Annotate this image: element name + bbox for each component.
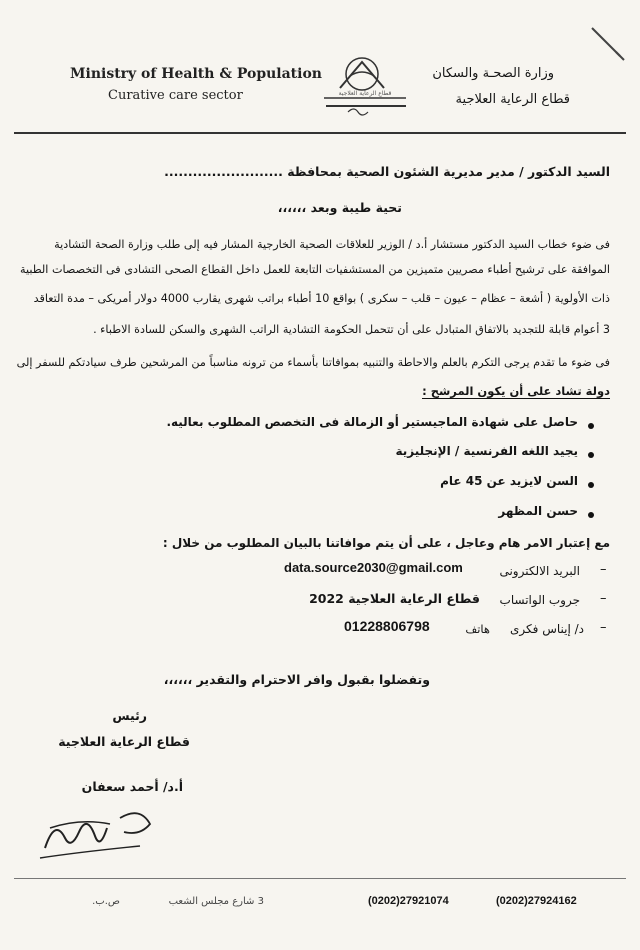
corner-pen-stroke	[588, 22, 628, 62]
addressee-line: السيد الدكتور / مدير مديرية الشئون الصحية بمحافظة .........................	[164, 164, 610, 179]
ministry-logo	[310, 48, 420, 120]
bullet-4	[588, 512, 594, 518]
footer-phone-1: (0202)27924162	[496, 895, 577, 907]
footer-address: 3 شارع مجلس الشعب	[168, 896, 264, 907]
footer-phone-2: (0202)27921074	[368, 895, 449, 907]
header-ministry-en: Ministry of Health & Population	[70, 66, 322, 82]
phone-number: 01228806798	[344, 618, 430, 634]
dash: –	[600, 591, 607, 606]
para1-line-3: ذات الأولوية ( أشعة – عظام – عيون – قلب – سكرى ) بواقع 10 أطباء براتب شهرى يقارب 4000 دولار أمريكى – مدة التعاقد	[33, 292, 610, 305]
requirement-item: يجيد اللغه الفرنسية / الإنجليزية	[395, 444, 578, 458]
greeting: تحية طيبة وبعد ،،،،،،	[277, 200, 402, 215]
email-address: data.source2030@gmail.com	[284, 560, 463, 575]
footer-pobox: ص.ب.	[92, 896, 120, 907]
para2-line-2: دولة تشاد على أن يكون المرشح :	[422, 384, 610, 398]
para1-line-2: الموافقة على ترشيح أطباء مصريين متميزين من المستشفيات التابعة للعمل داخل القطاع الصحى التشادى فى التخصصات الطبية	[19, 263, 610, 276]
email-label: البريد الالكترونى	[499, 564, 580, 578]
whatsapp-value: قطاع الرعاية العلاجية 2022	[309, 591, 480, 606]
header-ministry-ar: وزارة الصحـة والسكان	[432, 66, 554, 81]
para2-line-1: فى ضوء ما تقدم يرجى التكرم بالعلم والاحاطة والتنبيه بموافاتنا بأسماء من ترونه مناسباً من المرشحين طرف سيادتكم للسفر إلى	[16, 356, 610, 369]
header-rule	[14, 132, 626, 134]
svg-text:قطاع الرعاية العلاجية: قطاع الرعاية العلاجية	[338, 90, 392, 97]
footer-rule	[14, 878, 626, 879]
phone-label: هاتف	[465, 622, 490, 636]
whatsapp-label: جروب الواتساب	[499, 593, 580, 607]
signature-title: رئيس	[112, 708, 147, 723]
requirement-item: السن لايزيد عن 45 عام	[440, 474, 578, 488]
bullet-2	[588, 452, 594, 458]
contact-person: د/ إيناس فكرى	[510, 622, 584, 636]
closing-line: وتفضلوا بقبول وافر الاحترام والتقدير ،،،،،،	[163, 672, 430, 687]
para1-line-1: فى ضوء خطاب السيد الدكتور مستشار أ.د / الوزير للعلاقات الصحية الخارجية المشار فيه إلى طلب وزارة الصحة التشادية	[54, 238, 610, 251]
bullet-1	[588, 423, 594, 429]
handwritten-signature	[30, 778, 190, 868]
signature-name: أ.د/ أحمد سعفان	[81, 779, 183, 794]
requirement-item: حاصل على شهادة الماجيستير أو الزمالة فى التخصص المطلوب بعاليه.	[166, 415, 578, 429]
urgency-line: مع إعتبار الامر هام وعاجل ، على أن يتم موافاتنا بالبيان المطلوب من خلال :	[162, 536, 610, 550]
dash: –	[600, 562, 607, 577]
signature-sector: قطاع الرعاية العلاجية	[58, 734, 190, 749]
header-sector-ar: قطاع الرعاية العلاجية	[455, 92, 570, 107]
dash: –	[600, 620, 607, 635]
bullet-3	[588, 482, 594, 488]
requirement-item: حسن المظهر	[498, 504, 578, 518]
para1-line-4: 3 أعوام قابلة للتجديد بالاتفاق المتبادل على أن تتحمل الحكومة التشادية الراتب الشهرى والسكن للسادة الاطباء .	[93, 323, 610, 336]
header-sector-en: Curative care sector	[108, 88, 243, 103]
